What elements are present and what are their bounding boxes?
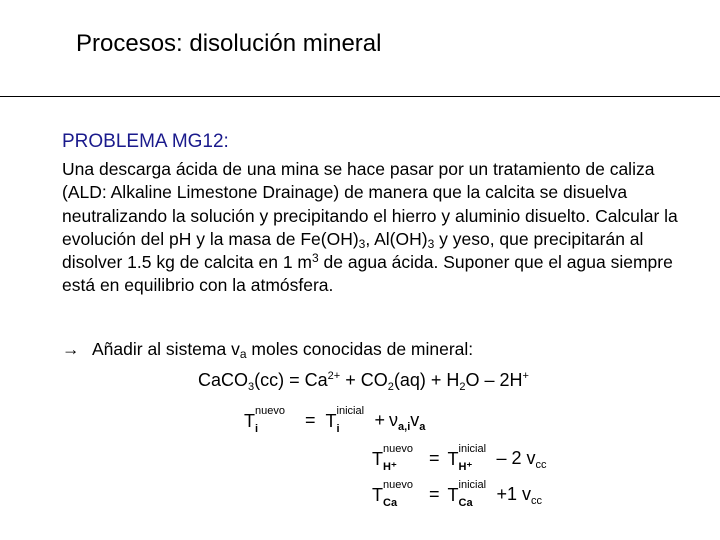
calcium-coefficient: +1 v bbox=[496, 484, 532, 504]
statement-part-4: de agua ácida. Suponer que el agua siempre está en equilibrio con la atmósfera. bbox=[62, 252, 673, 296]
equals: = bbox=[429, 484, 440, 504]
eq-part: (cc) = Ca bbox=[254, 370, 328, 390]
plus: + bbox=[374, 410, 386, 430]
hplus-balance-equation bbox=[372, 443, 547, 474]
subscript-3: 3 bbox=[358, 236, 366, 251]
t-new-term: T nuevo i bbox=[244, 405, 285, 436]
bullet-subscript: a bbox=[239, 347, 247, 361]
t-new-h-term: T nuevo H⁺ bbox=[372, 443, 413, 474]
v-symbol: v bbox=[410, 410, 420, 430]
t-initial-h-term: T inicial H⁺ bbox=[447, 443, 487, 474]
eq-part: + CO bbox=[340, 370, 388, 390]
bullet-add-mineral bbox=[62, 339, 473, 360]
problem-statement bbox=[62, 158, 702, 298]
statement-part-1: Una descarga ácida de una mina se hace pasar por un tratamiento de caliza (ALD: Alkaline Limestone Drainage) de manera que la calcita se disuelva neutralizando la solución y precipitando el hierro y aluminio disuelto. Calcular la evolución del pH y la masa de Fe(OH) bbox=[62, 159, 678, 249]
superscript-3: 3 bbox=[312, 251, 319, 266]
statement-part-2: , Al(OH) bbox=[365, 228, 428, 249]
nu-symbol: ν bbox=[389, 410, 399, 430]
eq-sup: + bbox=[522, 370, 529, 382]
eq-sub: 3 bbox=[248, 381, 255, 393]
problem-label: PROBLEMA MG12: bbox=[62, 131, 229, 152]
t-new-ca-term: T nuevo Ca bbox=[372, 479, 413, 510]
reaction-equation bbox=[198, 370, 529, 391]
statement-part-3: y yeso, que precipitarán al disolver 1.5 kg de calcita en 1 m bbox=[62, 228, 644, 273]
v-sub: cc bbox=[531, 495, 543, 507]
calcium-balance-equation bbox=[372, 479, 543, 510]
v-sub: a bbox=[419, 421, 426, 433]
general-mass-balance-equation bbox=[244, 405, 426, 436]
eq-part: (aq) + H bbox=[393, 370, 460, 390]
equals: = bbox=[429, 448, 440, 468]
arrow-bullet-icon: → bbox=[62, 339, 80, 359]
t-initial-term: T inicial i bbox=[325, 405, 365, 436]
title-divider bbox=[0, 96, 720, 97]
bullet-text-after: moles conocidas de mineral: bbox=[246, 339, 474, 359]
slide-title: Procesos: disolución mineral bbox=[76, 30, 382, 57]
v-sub: cc bbox=[535, 459, 547, 471]
t-initial-ca-term: T inicial Ca bbox=[447, 479, 487, 510]
bullet-text-before: Añadir al sistema v bbox=[92, 339, 240, 359]
hplus-coefficient: – 2 v bbox=[496, 448, 536, 468]
eq-sub: 2 bbox=[459, 381, 466, 393]
eq-part: CaCO bbox=[198, 370, 249, 390]
nu-sub: a,i bbox=[398, 421, 411, 433]
eq-part: O – 2H bbox=[465, 370, 523, 390]
eq-sup: 2+ bbox=[327, 370, 341, 382]
subscript-3: 3 bbox=[427, 236, 435, 251]
eq-sub: 2 bbox=[387, 381, 394, 393]
equals: = bbox=[305, 410, 316, 430]
